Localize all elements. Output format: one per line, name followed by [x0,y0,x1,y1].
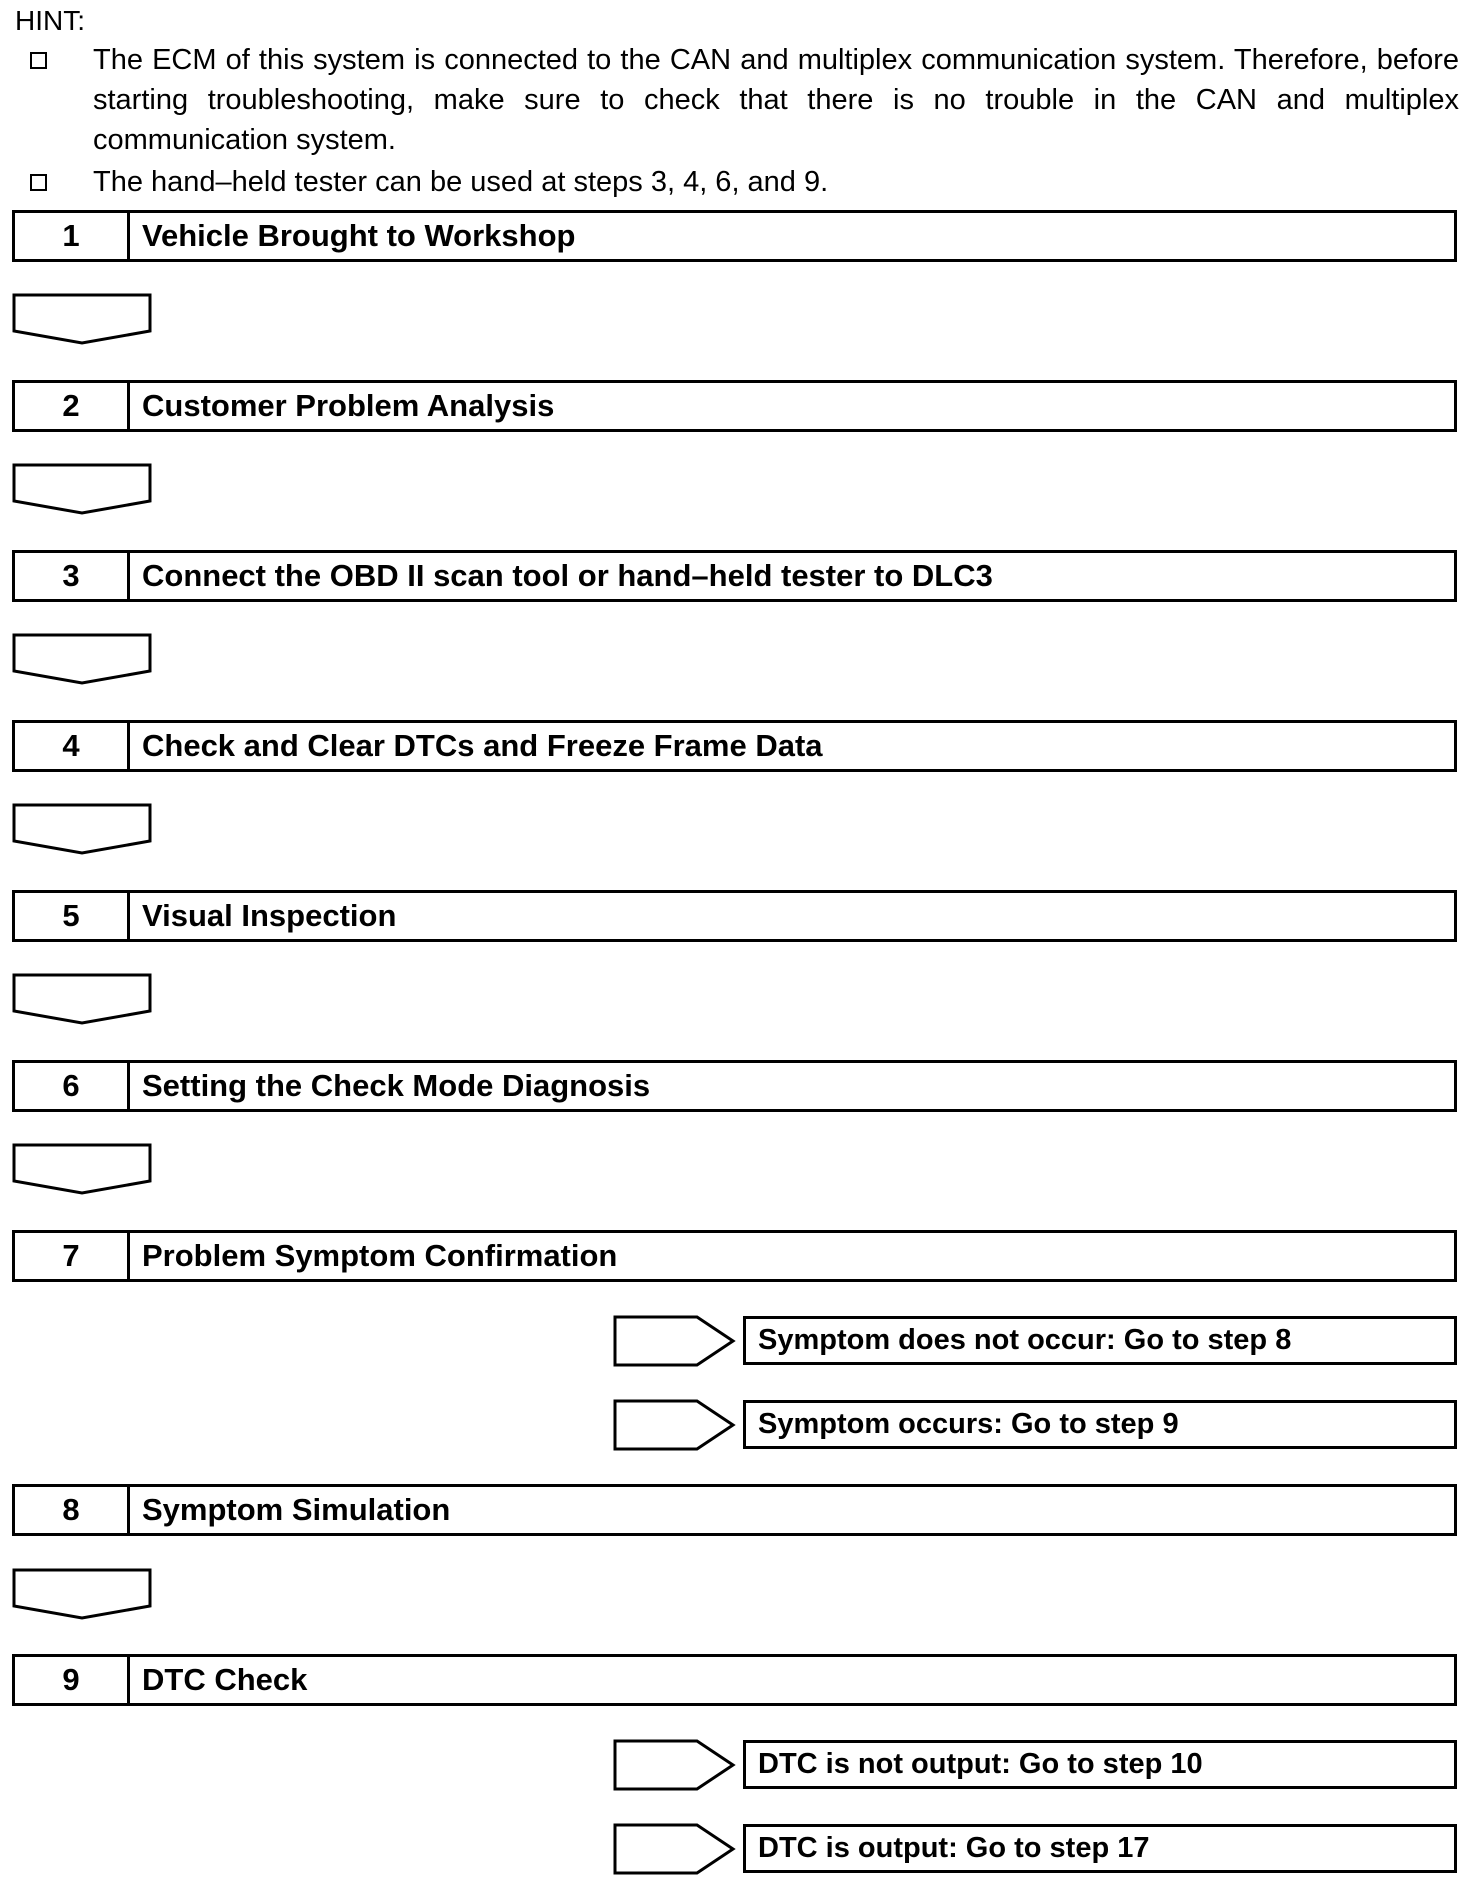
step-3-box [12,550,1457,602]
step-number: 5 [15,893,130,939]
step-9-box [12,1654,1457,1706]
checkbox-bullet-icon [30,174,47,191]
step-number: 1 [15,213,130,259]
step-title: Check and Clear DTCs and Freeze Frame Data [142,728,823,763]
branch-label: DTC is not output: Go to step 10 [743,1740,1457,1789]
checkbox-bullet-icon [30,52,47,69]
step-4-box [12,720,1457,772]
step-title: DTC Check [142,1662,308,1697]
step-8-box [12,1484,1457,1536]
step-number: 4 [15,723,130,769]
down-arrow-icon [12,293,152,345]
hint-item [0,162,1472,202]
branch-symptom-not-occur [613,1315,1457,1367]
step-title: Visual Inspection [142,898,397,933]
branch-dtc-output [613,1823,1457,1875]
step-7-box [12,1230,1457,1282]
step-title: Connect the OBD II scan tool or hand–held tester to DLC3 [142,558,993,593]
branch-label: Symptom occurs: Go to step 9 [743,1400,1457,1449]
step-6-box [12,1060,1457,1112]
hint-text: The hand–held tester can be used at steps 3, 4, 6, and 9. [93,166,829,198]
branch-dtc-not-output [613,1739,1457,1791]
step-number: 9 [15,1657,130,1703]
step-5-box [12,890,1457,942]
right-arrow-icon [613,1739,737,1791]
down-arrow-icon [12,463,152,515]
hint-label: HINT: [15,5,85,36]
step-number: 6 [15,1063,130,1109]
step-title: Setting the Check Mode Diagnosis [142,1068,651,1103]
down-arrow-icon [12,803,152,855]
step-number: 2 [15,383,130,429]
branch-label: DTC is output: Go to step 17 [743,1824,1457,1873]
branch-symptom-occurs [613,1399,1457,1451]
step-title: Customer Problem Analysis [142,388,555,423]
down-arrow-icon [12,1143,152,1195]
down-arrow-icon [12,633,152,685]
step-number: 8 [15,1487,130,1533]
hint-text: The ECM of this system is connected to the CAN and multiplex communication system. Therefore, before starting troubleshooting, make sure to check that there is no trouble in the CAN and multiplex communication system. [93,44,1459,156]
right-arrow-icon [613,1315,737,1367]
step-title: Vehicle Brought to Workshop [142,218,576,253]
branch-label: Symptom does not occur: Go to step 8 [743,1316,1457,1365]
step-number: 3 [15,553,130,599]
step-number: 7 [15,1233,130,1279]
hint-item [0,40,1472,160]
right-arrow-icon [613,1399,737,1451]
step-title: Problem Symptom Confirmation [142,1238,618,1273]
right-arrow-icon [613,1823,737,1875]
step-title: Symptom Simulation [142,1492,451,1527]
down-arrow-icon [12,1568,152,1620]
step-2-box [12,380,1457,432]
step-1-box [12,210,1457,262]
down-arrow-icon [12,973,152,1025]
